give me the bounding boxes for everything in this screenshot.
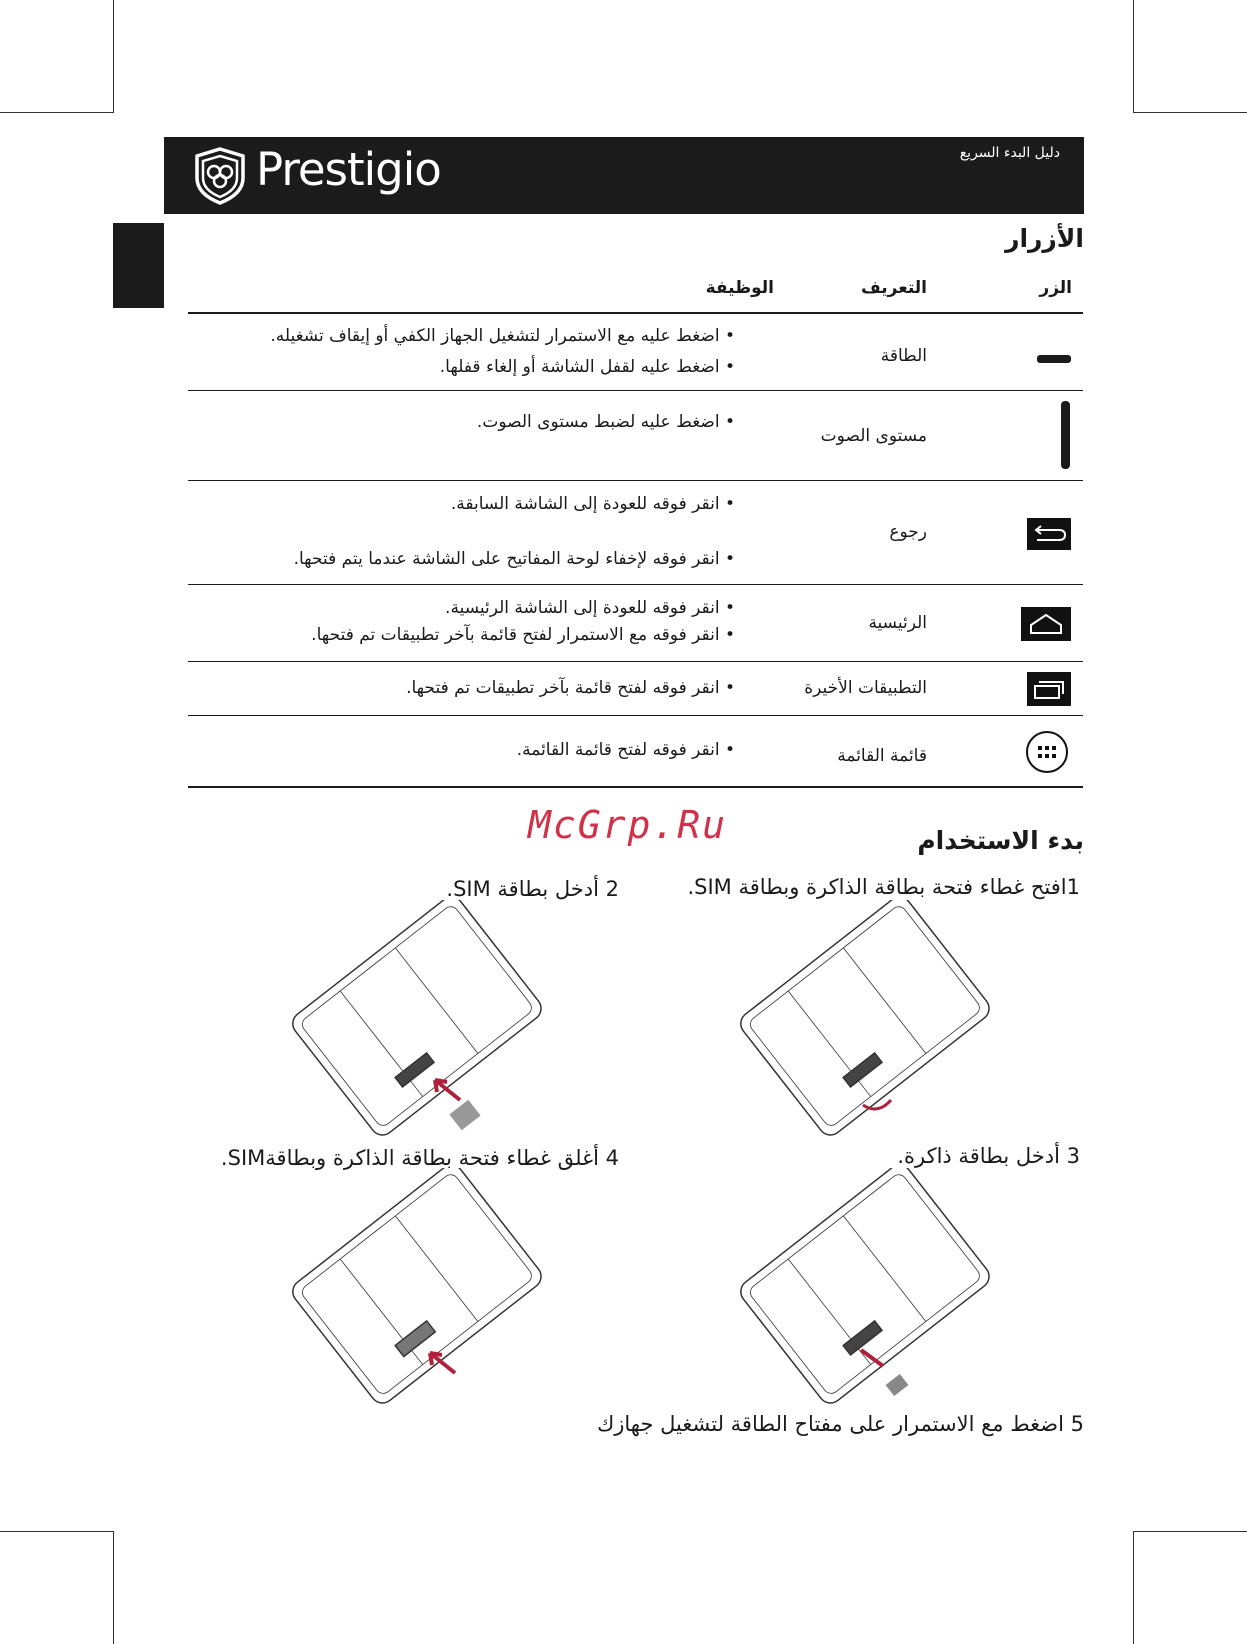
step-caption: 1افتح غطاء فتحة بطاقة الذاكرة وبطاقة SIM. (687, 875, 1080, 899)
button-function: • اضغط عليه مع الاستمرار لتشغيل الجهاز الكفي أو إيقاف تشغيله. (270, 326, 735, 346)
crop-mark (1133, 112, 1247, 113)
crop-mark (0, 112, 113, 113)
column-header-function: الوظيفة (705, 278, 774, 298)
button-name: مستوى الصوت (820, 426, 927, 446)
step-caption: 5 اضغط مع الاستمرار على مفتاح الطاقة لتشغيل جهازك (596, 1412, 1084, 1436)
step-caption: 2 أدخل بطاقة SIM. (446, 877, 619, 901)
button-function: • اضغط عليه لقفل الشاشة أو إلغاء قفلها. (439, 357, 735, 377)
tablet-illustration (285, 900, 555, 1140)
header-bar (164, 137, 1084, 214)
prestigio-logo-icon (190, 146, 250, 206)
brand-name: Prestigio (256, 143, 441, 196)
button-name: رجوع (889, 522, 927, 542)
tablet-illustration (733, 900, 1003, 1140)
volume-key-icon (1061, 401, 1070, 469)
table-rule (188, 715, 1083, 716)
table-rule (188, 584, 1083, 585)
crop-mark (113, 0, 114, 113)
column-header-button: الزر (1039, 278, 1072, 298)
table-rule (188, 661, 1083, 662)
tablet-illustration (733, 1168, 1003, 1408)
home-icon (1021, 607, 1071, 641)
button-function: • انقر فوقه لإخفاء لوحة المفاتيح على الشاشة عندما يتم فتحها. (293, 549, 735, 569)
button-function: • انقر فوقه لفتح قائمة بآخر تطبيقات تم فتحها. (406, 678, 735, 698)
table-rule (188, 786, 1083, 788)
recent-apps-icon (1027, 672, 1071, 706)
column-header-name: التعريف (861, 278, 927, 298)
button-name: التطبيقات الأخيرة (804, 678, 927, 698)
table-rule (188, 390, 1083, 391)
app-menu-icon (1025, 730, 1069, 774)
power-key-icon (1037, 355, 1071, 363)
table-rule (188, 312, 1083, 314)
button-function: • انقر فوقه مع الاستمرار لفتح قائمة بآخر تطبيقات تم فتحها. (311, 625, 735, 645)
crop-mark (1133, 1531, 1134, 1644)
crop-mark (0, 1531, 113, 1532)
watermark: McGrp.Ru (528, 803, 728, 847)
tablet-illustration (285, 1168, 555, 1408)
crop-mark (113, 1531, 114, 1644)
section-title-getting-started: بدء الاستخدام (917, 826, 1084, 855)
button-name: الطاقة (880, 346, 927, 366)
button-function: • انقر فوقه للعودة إلى الشاشة السابقة. (450, 494, 735, 514)
doc-title: دليل البدء السريع (959, 145, 1060, 161)
crop-mark (1133, 1531, 1247, 1532)
back-icon (1027, 518, 1071, 550)
table-rule (188, 480, 1083, 481)
button-function: • اضغط عليه لضبط مستوى الصوت. (476, 412, 735, 432)
button-function: • انقر فوقه لفتح قائمة القائمة. (516, 740, 735, 760)
step-caption: 4 أغلق غطاء فتحة بطاقة الذاكرة وبطاقةSIM. (220, 1146, 619, 1170)
section-title-buttons: الأزرار (1005, 224, 1084, 253)
button-name: قائمة القائمة (837, 746, 927, 766)
button-function: • انقر فوقه للعودة إلى الشاشة الرئيسية. (445, 598, 735, 618)
side-tab (113, 223, 164, 308)
step-caption: 3 أدخل بطاقة ذاكرة. (897, 1144, 1080, 1168)
crop-mark (1133, 0, 1134, 113)
button-name: الرئيسية (868, 613, 927, 633)
